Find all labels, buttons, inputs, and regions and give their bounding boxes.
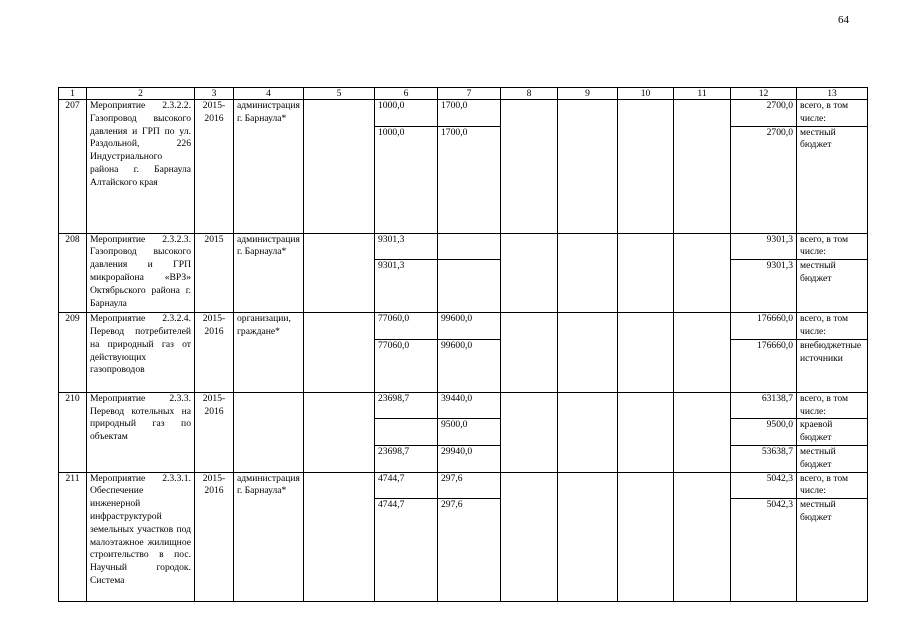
value-cell: 4744,7 [375,499,438,601]
column-header: 3 [195,88,234,100]
value-cell [558,392,618,472]
value-cell: 9301,3 [375,260,438,313]
total-cell: 5042,3 [731,472,797,499]
value-cell: 23698,7 [375,445,438,472]
value-cell [618,472,674,601]
funding-source: всего, в том числе: [797,233,868,260]
value-cell [304,100,375,234]
page-number: 64 [838,14,849,26]
total-cell: 176660,0 [731,313,797,340]
value-cell [438,233,501,260]
period-cell: 2015-2016 [195,313,234,393]
value-cell: 99600,0 [438,313,501,340]
funding-source: местный бюджет [797,260,868,313]
measure-description: Мероприятие 2.3.2.4. Перевод потребителей на природный газ от действующих газопроводов [87,313,195,393]
value-cell [304,233,375,313]
value-cell [674,313,731,393]
column-header: 7 [438,88,501,100]
value-cell: 23698,7 [375,392,438,419]
budget-table [58,87,868,602]
funding-source: всего, в том числе: [797,392,868,419]
value-cell [501,313,558,393]
funding-source: краевой бюджет [797,419,868,446]
funding-source: всего, в том числе: [797,313,868,340]
measure-description [87,472,195,601]
funding-source: всего, в том числе: [797,100,868,127]
value-cell [375,419,438,446]
value-cell [558,313,618,393]
value-cell: 1000,0 [375,100,438,127]
total-cell: 2700,0 [731,126,797,233]
measure-description: Мероприятие 2.3.2.2. Газопровод высокого давления и ГРП по ул. Раздольной, 226 Индустриального района г. Барнаула Алтайского края [87,100,195,234]
total-cell: 9301,3 [731,260,797,313]
row-number: 211 [59,472,87,601]
value-cell [674,392,731,472]
column-header: 10 [618,88,674,100]
funding-source: внебюджетные источники [797,339,868,392]
executor-cell: администрация г. Барнаула* [234,100,304,234]
total-cell: 63138,7 [731,392,797,419]
value-cell [618,100,674,234]
value-cell [618,392,674,472]
funding-source: местный бюджет [797,126,868,233]
value-cell: 77060,0 [375,313,438,340]
value-cell: 1000,0 [375,126,438,233]
executor-cell: администрация г. Барнаула* [234,472,304,601]
table-row [59,313,868,340]
table-row [59,472,868,499]
row-number: 210 [59,392,87,472]
value-cell: 1700,0 [438,126,501,233]
executor-cell: организации, граждане* [234,313,304,393]
value-cell [501,100,558,234]
value-cell: 77060,0 [375,339,438,392]
column-header: 1 [59,88,87,100]
value-cell [558,472,618,601]
total-cell: 9500,0 [731,419,797,446]
total-cell: 5042,3 [731,499,797,601]
funding-source: местный бюджет [797,499,868,601]
funding-source: местный бюджет [797,445,868,472]
value-cell [674,233,731,313]
value-cell [501,472,558,601]
period-cell: 2015-2016 [195,472,234,601]
value-cell [674,472,731,601]
value-cell: 297,6 [438,472,501,499]
value-cell [674,100,731,234]
value-cell: 1700,0 [438,100,501,127]
value-cell [304,392,375,472]
table-row [59,392,868,419]
row-number: 207 [59,100,87,234]
value-cell: 4744,7 [375,472,438,499]
value-cell [304,313,375,393]
value-cell: 29940,0 [438,445,501,472]
period-cell: 2015-2016 [195,392,234,472]
measure-description: Мероприятие 2.3.2.3. Газопровод высокого давления и ГРП микрорайона «ВРЗ» Октябрьского района г. Барнаула [87,233,195,313]
total-cell: 53638,7 [731,445,797,472]
column-header: 13 [797,88,868,100]
executor-cell: администрация г. Барнаула* [234,233,304,313]
value-cell [501,392,558,472]
value-cell: 39440,0 [438,392,501,419]
table-row [59,233,868,260]
table-row [59,100,868,127]
row-number: 208 [59,233,87,313]
value-cell [558,100,618,234]
measure-description-text: Мероприятие 2.3.3.1. Обеспечение инженерной инфраструктурой земельных участков под малоэтажное жилищное строительство в пос. Научный городок. Система [90,472,191,586]
column-header: 4 [234,88,304,100]
executor-cell [234,392,304,472]
column-header: 5 [304,88,375,100]
column-header: 9 [558,88,618,100]
total-cell: 9301,3 [731,233,797,260]
column-header: 8 [501,88,558,100]
value-cell [618,313,674,393]
period-cell: 2015 [195,233,234,313]
measure-description: Мероприятие 2.3.3. Перевод котельных на природный газ по объектам [87,392,195,472]
value-cell: 9301,3 [375,233,438,260]
row-number: 209 [59,313,87,393]
column-header: 11 [674,88,731,100]
value-cell [558,233,618,313]
period-cell: 2015-2016 [195,100,234,234]
value-cell [618,233,674,313]
funding-source: всего, в том числе: [797,472,868,499]
total-cell: 176660,0 [731,339,797,392]
value-cell: 297,6 [438,499,501,601]
total-cell: 2700,0 [731,100,797,127]
column-header: 6 [375,88,438,100]
column-header: 12 [731,88,797,100]
column-number-row [59,88,868,100]
value-cell [304,472,375,601]
value-cell [438,260,501,313]
value-cell: 99600,0 [438,339,501,392]
value-cell [501,233,558,313]
column-header: 2 [87,88,195,100]
value-cell: 9500,0 [438,419,501,446]
